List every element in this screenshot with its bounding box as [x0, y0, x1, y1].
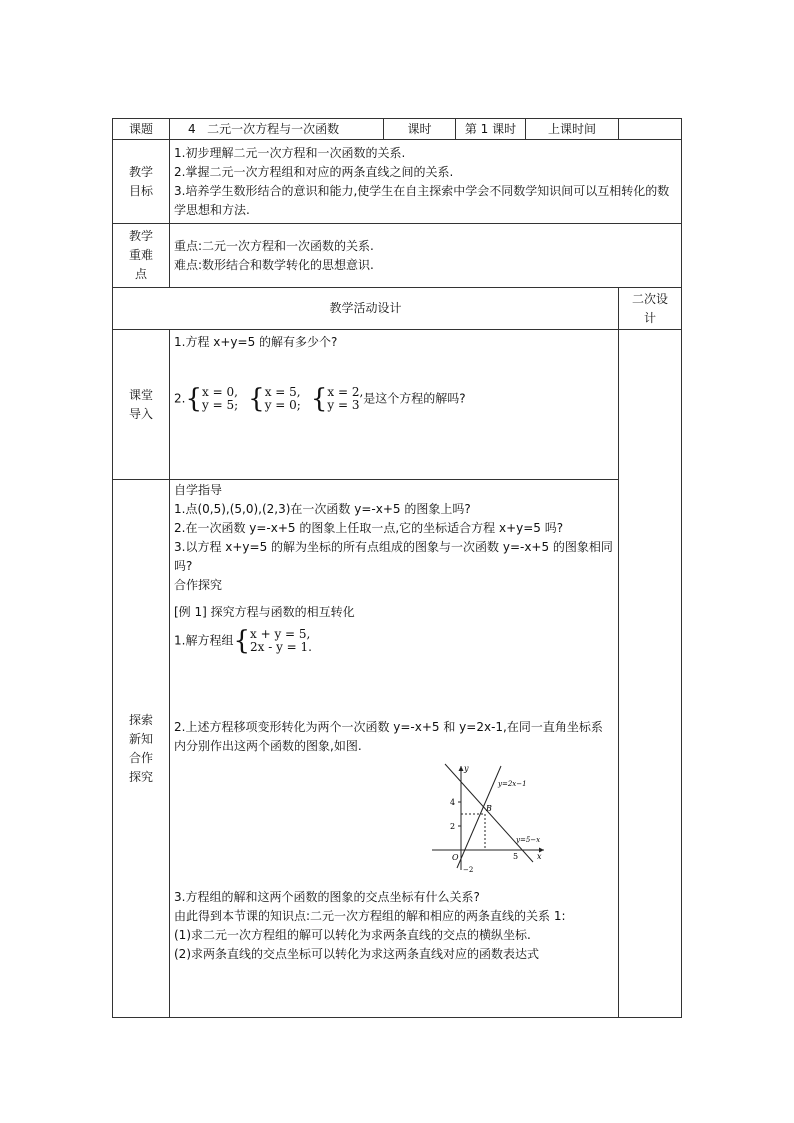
x-axis-label: x [537, 852, 542, 861]
brace-icon: { [185, 384, 202, 414]
ex1-prefix: 1.解方程组 [174, 633, 234, 648]
design-title: 教学活动设计 [113, 288, 619, 330]
conclusion: 由此得到本节课的知识点:二元一次方程组的解和相应的两条直线的关系 1: [174, 909, 566, 923]
tick-2-label: 2 [450, 822, 456, 831]
system-2-line-2: y = 0; [264, 398, 301, 412]
system-1-line-2: y = 5; [202, 398, 239, 412]
line2-label: y=5−x [516, 836, 541, 844]
q2-suffix: 是这个方程的解吗? [363, 391, 466, 406]
ex1-system [233, 628, 312, 654]
function-graph [428, 762, 548, 874]
system-2 [248, 386, 301, 412]
objectives-label: 教学 目标 [113, 140, 170, 224]
graph-container [174, 762, 614, 880]
brace-icon: { [248, 384, 265, 414]
self-study-2: 2.在一次函数 y=-x+5 的图象上任取一点,它的坐标适合方程 x+y=5 吗? [174, 521, 564, 535]
topic-value: 4 二元一次方程与一次函数 [170, 119, 384, 140]
topic-label: 课题 [113, 119, 170, 140]
line1-label: y=2x−1 [498, 780, 527, 788]
objectives-content [170, 140, 682, 224]
rule-1: (1)求二元一次方程组的解可以转化为求两条直线的交点的横纵坐标. [174, 928, 531, 942]
y-axis-label: y [464, 764, 469, 773]
explore-content [170, 480, 619, 1018]
system-1 [185, 386, 238, 412]
system-3-line-2: y = 3 [327, 398, 360, 412]
intro-row [113, 330, 682, 480]
system-2-line-1: x = 5, [264, 385, 301, 399]
period-value: 第 1 课时 [456, 119, 526, 140]
self-study-3: 3.以方程 x+y=5 的解为坐标的所有点组成的图象与一次函数 y=-x+5 的图象相同吗? [174, 540, 613, 573]
y-axis-arrow-icon [459, 766, 464, 771]
brace-icon: { [233, 626, 250, 656]
intro-question-1: 1.方程 x+y=5 的解有多少个? [174, 335, 338, 349]
key-point: 重点:二元一次方程和一次函数的关系. [174, 238, 374, 253]
q2-prefix: 2. [174, 391, 186, 406]
design-header-row [113, 288, 682, 330]
objective-1: 1.初步理解二元一次方程和一次函数的关系. [174, 145, 406, 160]
ex1-line-1: x + y = 5, [250, 627, 311, 641]
period-label: 课时 [384, 119, 456, 140]
self-study-1: 1.点(0,5),(5,0),(2,3)在一次函数 y=-x+5 的图象上吗? [174, 502, 471, 516]
system-3 [311, 386, 363, 412]
system-1-line-1: x = 0, [202, 385, 238, 399]
example-title: [例 1] 探究方程与函数的相互转化 [174, 605, 355, 619]
header-row [113, 119, 682, 140]
brace-icon: { [310, 384, 328, 414]
line-y-5-minus-x [445, 764, 533, 862]
key-points-row [113, 224, 682, 288]
rule-2: (2)求两条直线的交点坐标可以转化为求这两条直线对应的函数表达式 [174, 947, 540, 961]
tick-5-label: 5 [513, 852, 519, 861]
objective-3: 3.培养学生数形结合的意识和能力,使学生在自主探索中学会不同数学知识间可以互相转化的数学思想和方法. [174, 183, 670, 217]
system-3-line-1: x = 2, [327, 385, 364, 399]
second-design-cell [619, 330, 682, 1018]
intro-content [170, 330, 619, 480]
line-y-2x-minus-1 [457, 766, 501, 868]
explore-row [113, 480, 682, 1018]
second-design-label: 二次设 计 [619, 288, 682, 330]
tick-4-label: 4 [450, 798, 456, 807]
ex1-line-2: 2x - y = 1. [250, 640, 312, 654]
key-points-content [170, 224, 682, 288]
tick-neg2-label: −2 [463, 866, 474, 874]
time-value [619, 119, 682, 140]
objectives-row [113, 140, 682, 224]
intro-question-2 [174, 386, 614, 412]
intro-label: 课堂 导入 [113, 330, 170, 480]
point-b-label: B [486, 804, 492, 813]
objective-2: 2.掌握二元一次方程组和对应的两条直线之间的关系. [174, 164, 454, 179]
difficult-point: 难点:数形结合和数学转化的思想意识. [174, 257, 374, 272]
time-label: 上课时间 [526, 119, 619, 140]
self-study-title: 自学指导 [174, 483, 223, 497]
question-3: 3.方程组的解和这两个函数的图象的交点坐标有什么关系? [174, 890, 480, 904]
coop-title: 合作探究 [174, 578, 223, 592]
explore-label: 探索 新知 合作 探究 [113, 480, 170, 1018]
example-1 [174, 628, 614, 654]
origin-label: O [452, 853, 459, 862]
example-2: 2.上述方程移项变形转化为两个一次函数 y=-x+5 和 y=2x-1,在同一直角坐标系内分别作出这两个函数的图象,如图. [174, 720, 603, 753]
key-points-label: 教学 重难 点 [113, 224, 170, 288]
lesson-plan-table [112, 118, 682, 1018]
